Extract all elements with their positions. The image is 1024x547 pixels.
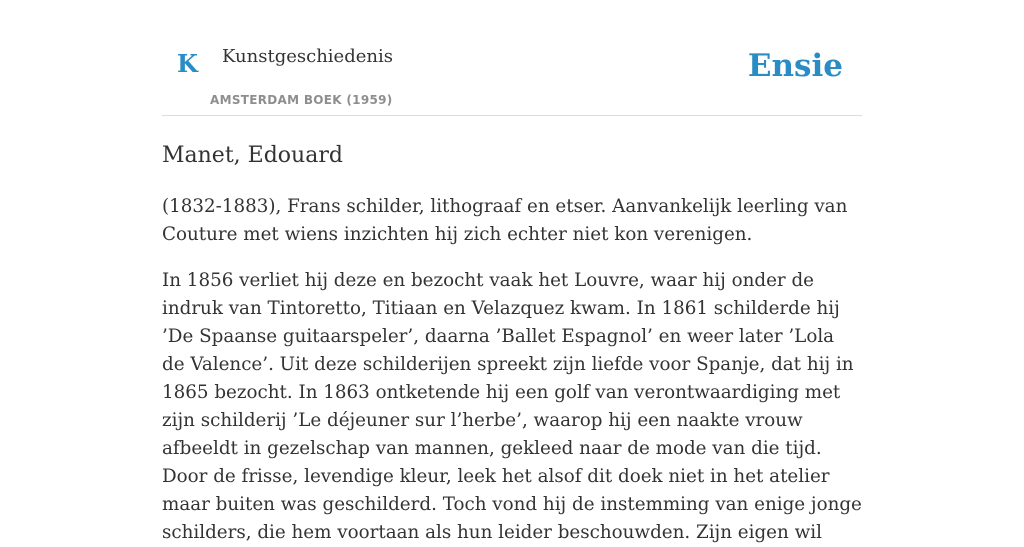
article-paragraph-1: (1832-1883), Frans schilder, lithograaf en etser. Aanvankelijk leerling van Couture met wiens inzichten hij zich echter niet kon verenigen. xyxy=(162,196,848,245)
content-container xyxy=(162,0,862,547)
brand-logo[interactable]: Ensie xyxy=(747,48,843,84)
article-paragraph-2: In 1856 verliet hij deze en bezocht vaak het Louvre, waar hij onder de indruk van Tintoretto, Titiaan en Velazquez kwam. In 1861 schilderde hij ’De Spaanse guitaarspeler’, daarna ’Ballet Espagnol’ en weer later ’Lola de Valence’. Uit deze schilderijen spreekt zijn liefde voor Spanje, dat hij in 1865 bezocht. In 1863 ontketende hij een golf van verontwaardiging met zijn schilderij ’Le déjeuner sur l’herbe’, waarop hij een naakte vrouw afbeeldt in gezelschap van mannen, gekleed naar de mode van die tijd. Door de frisse, levendige kleur, leek het alsof dit doek niet in het atelier maar buiten was geschilderd. Toch vond hij de instemming van enige jonge schilders, die hem voortaan als hun leider beschouwden. Zijn eigen wil xyxy=(162,270,862,543)
category-logo[interactable]: K xyxy=(177,49,198,78)
source-label[interactable]: AMSTERDAM BOEK (1959) xyxy=(210,93,393,107)
header xyxy=(162,0,862,116)
category-title[interactable]: Kunstgeschiedenis xyxy=(222,46,393,67)
article-title: Manet, Edouard xyxy=(162,143,343,168)
